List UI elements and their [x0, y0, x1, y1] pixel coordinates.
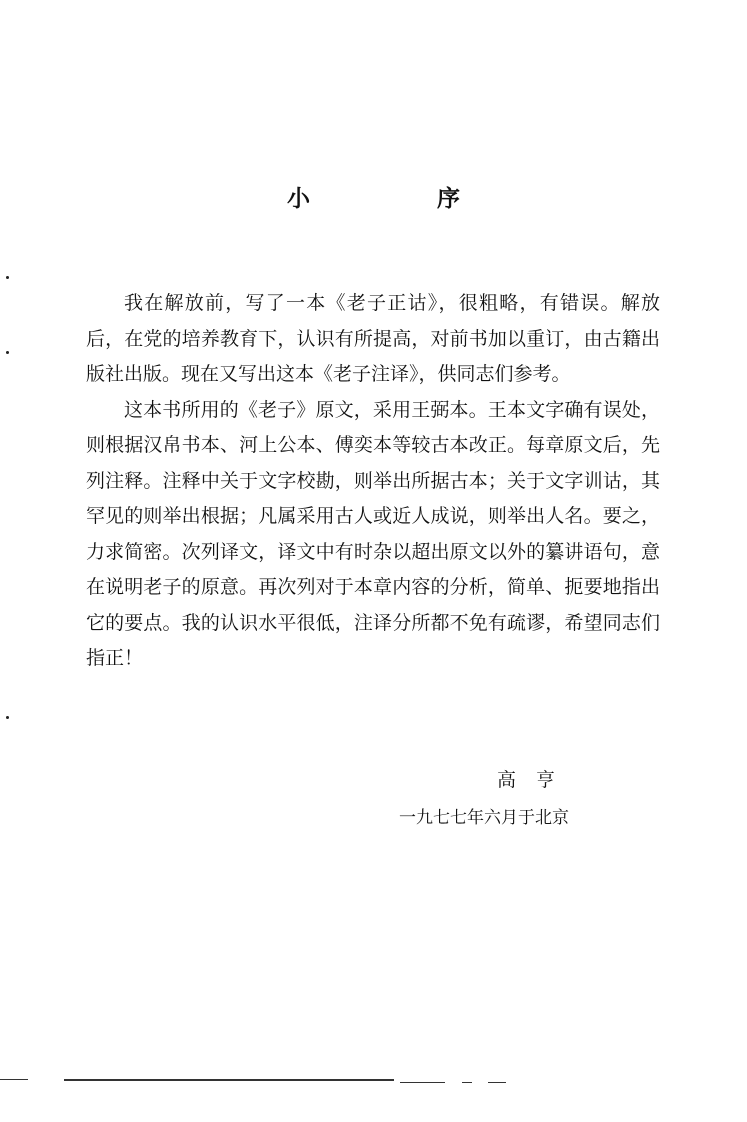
scan-speck — [6, 716, 9, 719]
author-signature: 高亨 — [497, 769, 576, 791]
page-title: 小 序 — [287, 186, 512, 212]
paragraph-2: 这本书所用的《老子》原文，采用王弼本。王本文字确有误处，则根据汉帛书本、河上公本、傅奕本等较古本改正。每章原文后，先列注释。注释中关于文字校勘，则举出所据古本；关于文字训诂，其罕见的则举出根据；凡属采用古人或近人成说，则举出人名。要之，力求简密。次列译文，译文中有时杂以超出原文以外的纂讲语句，意在说明老子的原意。再次列对于本章内容的分析，简单、扼要地指出它的要点。我的认识水平很低，注译分所都不免有疏谬，希望同志们指正！ — [86, 398, 660, 669]
scan-speck — [6, 351, 9, 354]
scan-speck — [6, 276, 9, 279]
paragraph-1: 我在解放前，写了一本《老子正诂》，很粗略，有错误。解放后，在党的培养教育下，认识有所提高，对前书加以重订，由古籍出版社出版。现在又写出这本《老子注译》，供同志们参考。 — [86, 292, 660, 385]
preface-body — [86, 286, 660, 677]
signature-date: 一九七七年六月于北京 — [399, 808, 569, 828]
scan-edge-line — [488, 1082, 506, 1083]
scan-edge-line — [400, 1082, 445, 1083]
scan-edge-line — [0, 1079, 28, 1080]
scan-edge-line — [462, 1082, 472, 1083]
scan-edge-line — [64, 1079, 394, 1081]
